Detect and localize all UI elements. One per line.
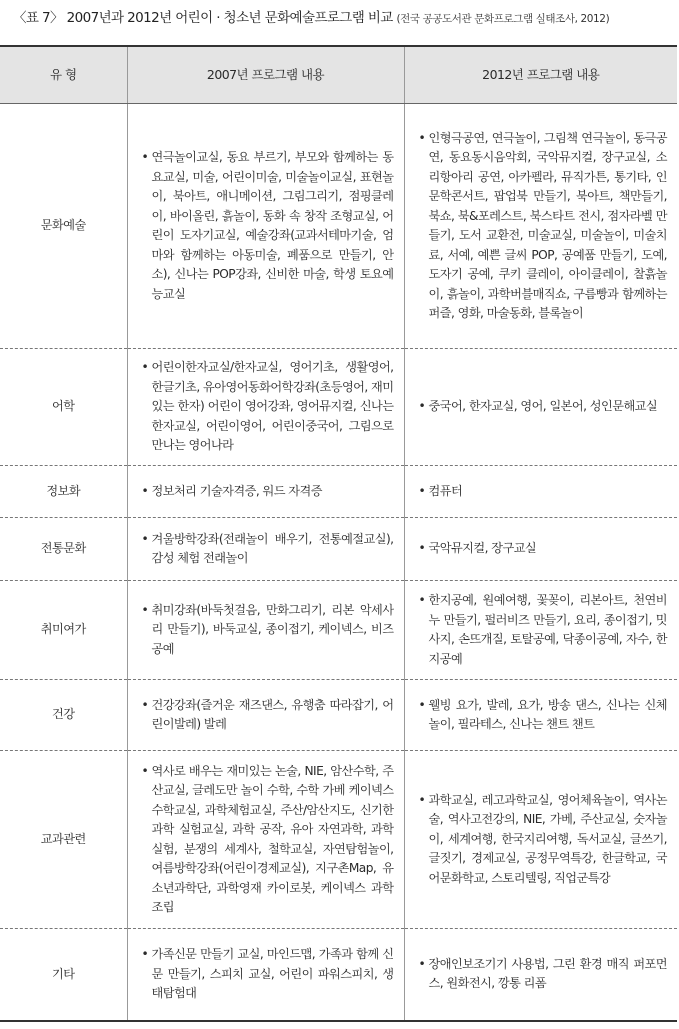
table-row <box>0 104 677 349</box>
program-list-2012: • 국악뮤지컬, 장구교실 <box>419 539 668 559</box>
cell-2007 <box>127 466 404 518</box>
table-row <box>0 518 677 581</box>
header-2007: 2007년 프로그램 내용 <box>127 46 404 104</box>
program-list-2007: • 연극놀이교실, 동요 부르기, 부모와 함께하는 동요교실, 미술, 어린이미술, 미술놀이교실, 표현놀이, 북아트, 애니메이션, 그림그리기, 점핑클레이, 바이올린, 흙놀이, 동화 속 창작 조형교실, 어린이 도자기교실, 예술강좌(교과서테마기술, 엄마와 함께하는 아동미술, 폐품으로 만들기, 안소), 신나는 POP강좌, 신비한 마술, 학생 토요예능교실 <box>142 148 394 304</box>
cell-2012 <box>404 680 677 751</box>
cell-2007 <box>127 581 404 680</box>
program-list-2007: • 정보처리 기술자격증, 워드 자격증 <box>142 482 394 502</box>
program-list-2012: • 중국어, 한자교실, 영어, 일본어, 성인문해교실 <box>419 397 668 417</box>
cell-2007 <box>127 680 404 751</box>
program-list-2007: • 역사로 배우는 재미있는 논술, NIE, 암산수학, 주산교실, 글레도만 놀이 수학, 수학 가베 케이넥스 수학교실, 과학체험교실, 주산/암산지도, 신기한 과학 실험교실, 과학 공작, 유아 자연과학, 과학실험, 분쟁의 세계사, 철학교실, 자연탐험놀이, 여름방학강좌(어린이경제교실), 지구촌Map, 유소년과학단, 과학영재 카이로봇, 케이넥스 과학조립 <box>142 762 394 918</box>
cell-2007 <box>127 518 404 581</box>
table-row <box>0 466 677 518</box>
caption-source: (전국 공공도서관 문화프로그램 실태조사, 2012) <box>396 13 610 25</box>
row-type: 기타 <box>0 929 127 1021</box>
table-row <box>0 581 677 680</box>
program-list-2012: • 과학교실, 레고과학교실, 영어체육놀이, 역사논술, 역사고전강의, NIE, 가베, 주산교실, 숫자놀이, 세계여행, 한국지리여행, 독서교실, 글쓰기, 글짓기, 경제교실, 공정무역특강, 한글학교, 국어문화학교, 스토리텔링, 직업군특강 <box>419 791 668 889</box>
row-type: 취미여가 <box>0 581 127 680</box>
table-row <box>0 929 677 1021</box>
cell-2012 <box>404 466 677 518</box>
program-list-2007: • 건강강좌(즐거운 재즈댄스, 유행춤 따라잡기, 어린이발레) 발레 <box>142 696 394 735</box>
program-list-2007: • 가족신문 만들기 교실, 마인드맵, 가족과 함께 신문 만들기, 스피치 교실, 어린이 파워스피치, 생태탐험대 <box>142 945 394 1004</box>
table-row <box>0 349 677 466</box>
row-type: 정보화 <box>0 466 127 518</box>
row-type: 교과관련 <box>0 751 127 929</box>
program-list-2007: • 취미강좌(바둑첫걸음, 만화그리기, 리본 악세사리 만들기), 바둑교실, 종이접기, 케이넥스, 비즈공예 <box>142 601 394 660</box>
row-type: 문화예술 <box>0 104 127 349</box>
program-list-2012: • 장애인보조기기 사용법, 그린 환경 매직 퍼포먼스, 원화전시, 깡통 리폼 <box>419 955 668 994</box>
program-list-2012: • 컴퓨터 <box>419 482 668 502</box>
cell-2007 <box>127 349 404 466</box>
table-row <box>0 751 677 929</box>
program-list-2012: • 인형극공연, 연극놀이, 그림책 연극놀이, 동극공연, 동요동시음악회, 국악뮤지컬, 장구교실, 소리항아리 공연, 아카펠라, 뮤직가튼, 통기타, 인문학콘서트, 팝업북 만들기, 북아트, 책만들기, 북쇼, 북&포레스트, 북스타트 전시, 점자라벨 만들기, 도서 교환전, 미술교실, 미술놀이, 미술치료, 서예, 예쁜 글씨 POP, 공예품 만들기, 도예, 도자기 공예, 쿠키 클레이, 아이클레이, 찰흙놀이, 흙놀이, 과학버블매직쇼, 구름빵과 함께하는 퍼즐, 영화, 마술동화, 블록놀이 <box>419 129 668 324</box>
program-list-2007: • 겨울방학강좌(전래놀이 배우기, 전통예절교실), 감성 체험 전래놀이 <box>142 530 394 569</box>
program-list-2007: • 어린이한자교실/한자교실, 영어기초, 생활영어, 한글기초, 유아영어동화어학강좌(초등영어, 재미있는 한자) 어린이 영어강좌, 영어뮤지컬, 신나는 한자교실, 어린이영어, 어린이중국어, 그림으로 만나는 영어나라 <box>142 358 394 456</box>
cell-2007 <box>127 104 404 349</box>
table-caption <box>13 6 673 26</box>
cell-2007 <box>127 751 404 929</box>
cell-2012 <box>404 929 677 1021</box>
header-row <box>0 46 677 104</box>
row-type: 건강 <box>0 680 127 751</box>
row-type: 어학 <box>0 349 127 466</box>
row-type: 전통문화 <box>0 518 127 581</box>
caption-title: 〈표 7〉 2007년과 2012년 어린이 · 청소년 문화예술프로그램 비교 <box>13 10 393 26</box>
program-comparison-table <box>0 45 677 1022</box>
header-type: 유 형 <box>0 46 127 104</box>
cell-2012 <box>404 581 677 680</box>
cell-2007 <box>127 929 404 1021</box>
table-row <box>0 680 677 751</box>
program-list-2012: • 웰빙 요가, 발레, 요가, 방송 댄스, 신나는 신체놀이, 필라테스, 신나는 챈트 챈트 <box>419 696 668 735</box>
cell-2012 <box>404 104 677 349</box>
header-2012: 2012년 프로그램 내용 <box>404 46 677 104</box>
cell-2012 <box>404 751 677 929</box>
cell-2012 <box>404 349 677 466</box>
program-list-2012: • 한지공예, 원예여행, 꽃꽂이, 리본아트, 천연비누 만들기, 펄러비즈 만들기, 요리, 종이접기, 밋사지, 손뜨개질, 토탈공예, 닥종이공예, 자수, 한지공예 <box>419 591 668 669</box>
cell-2012 <box>404 518 677 581</box>
